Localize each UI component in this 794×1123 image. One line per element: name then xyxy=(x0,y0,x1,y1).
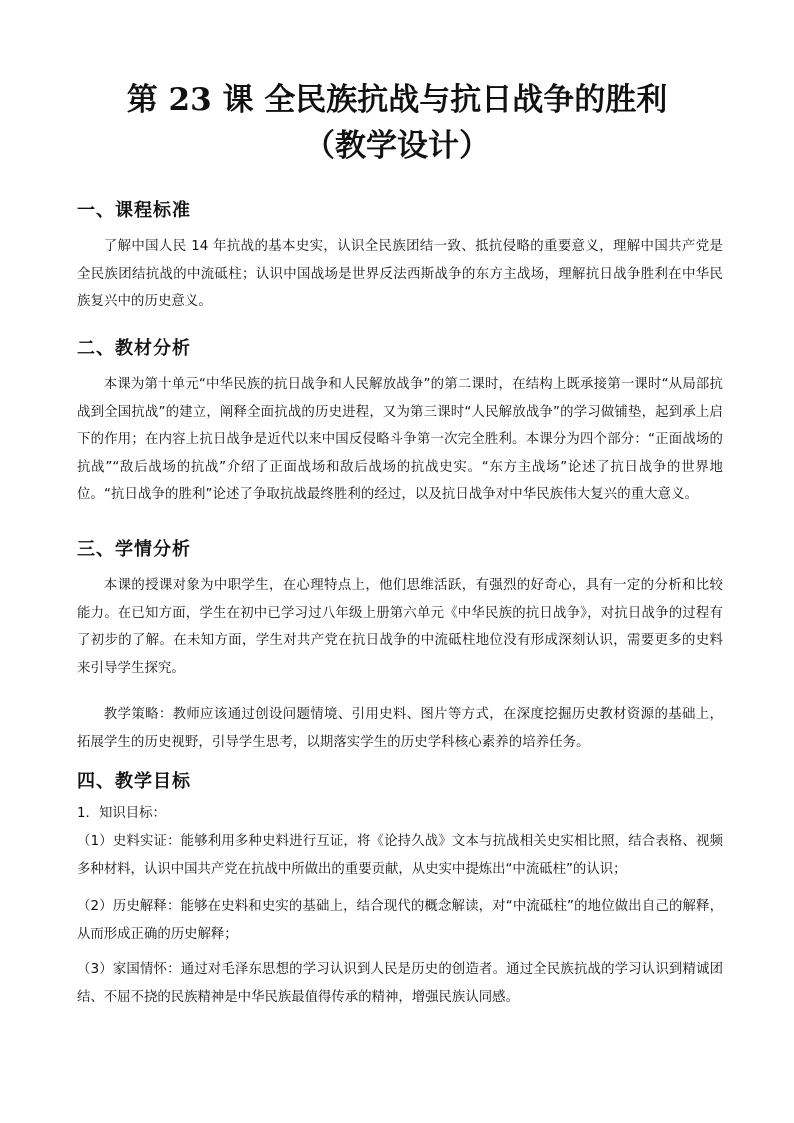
page-subtitle: （教学设计） xyxy=(304,128,490,164)
section-heading-textbook-analysis: 二、教材分析 xyxy=(77,338,191,359)
section-heading-teaching-objectives: 四、教学目标 xyxy=(77,771,191,792)
paragraph-learner-analysis: 本课的授课对象为中职学生，在心理特点上，他们思维活跃，有强烈的好奇心，具有一定的分析和比较能力。在已知方面，学生在初中已学习过八年级上册第六单元《中华民族的抗日战争》，对抗日战争的过程有了初步的了解。在未知方面，学生对共产党在抗日战争的中流砥柱地位没有形成深刻认识，需要更多的史料来引导学生探究。 xyxy=(77,578,723,676)
list-item-text: 知识目标： xyxy=(99,806,166,821)
objective-historical-evidence: （1）史料实证：能够利用多种史料进行互证，将《论持久战》文本与抗战相关史实相比照，结合表格、视频多种材料，认识中国共产党在抗战中所做出的重要贡献，从史实中提炼出“中流砥柱”的认识； xyxy=(77,834,723,877)
paragraph-curriculum-standard: 了解中国人民 14 年抗战的基本史实，认识全民族团结一致、抵抗侵略的重要意义，理解中国共产党是全民族团结抗战的中流砥柱；认识中国战场是世界反法西斯战争的东方主战场，理解抗日战争胜利在中华民族复兴中的历史意义。 xyxy=(77,239,723,309)
list-item-knowledge-objective xyxy=(77,800,723,828)
objective-historical-interpretation: （2）历史解释：能够在史料和史实的基础上，结合现代的概念解读，对“中流砥柱”的地位做出自己的解释，从而形成正确的历史解释； xyxy=(77,899,723,942)
paragraph-textbook-analysis: 本课为第十单元“中华民族的抗日战争和人民解放战争”的第二课时，在结构上既承接第一课时“从局部抗战到全国抗战”的建立，阐释全面抗战的历史进程，又为第三课时“人民解放战争”的学习做铺垫，起到承上启下的作用；在内容上抗日战争是近代以来中国反侵略斗争第一次完全胜利。本课分为四个部分：“正面战场的抗战”“敌后战场的抗战”介绍了正面战场和敌后战场的抗战史实。“东方主战场”论述了抗日战争的世界地位。“抗日战争的胜利”论述了争取抗战最终胜利的经过，以及抗日战争对中华民族伟大复兴的重大意义。 xyxy=(77,377,723,502)
page-title: 第 23 课 全民族抗战与抗日战争的胜利 xyxy=(126,82,668,118)
objective-national-sentiment: （3）家国情怀：通过对毛泽东思想的学习认识到人民是历史的创造者。通过全民族抗战的学习认识到精诚团结、不屈不挠的民族精神是中华民族最值得传承的精神，增强民族认同感。 xyxy=(77,962,723,1005)
paragraph-teaching-strategy: 教学策略：教师应该通过创设问题情境、引用史料、图片等方式，在深度挖掘历史教材资源的基础上，拓展学生的历史视野，引导学生思考，以期落实学生的历史学科核心素养的培养任务。 xyxy=(77,707,723,750)
section-heading-learner-analysis: 三、学情分析 xyxy=(77,539,191,560)
list-number: 1. xyxy=(77,806,90,821)
section-heading-curriculum-standard: 一、课程标准 xyxy=(77,200,191,221)
